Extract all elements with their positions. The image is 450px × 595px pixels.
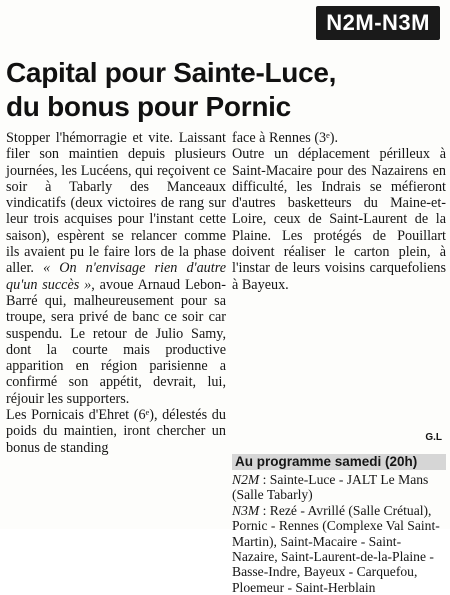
division-label: N2M [232, 472, 260, 487]
programme-n3m [232, 503, 446, 595]
article-quote: « On n'envisage rien d'autre qu'un succès » [6, 260, 226, 293]
fixtures-text: : Sainte-Luce - JALT Le Mans (Salle Tabarly) [232, 472, 429, 503]
article-text: Stopper l'hémorragie et vite. Laissant filer son maintien depuis plusieurs journées, les Lucéens, qui reçoivent ce soir à Tabarly des Manceaux vindicatifs (deux victoires de rang sur leur trois acquises pour l'instant cette saison), espèrent se relancer comme ils avaient pu le faire lors de la phase aller. [6, 130, 226, 277]
article-paragraph: face à Rennes (3ᵉ). [232, 130, 339, 146]
programme-n2m [232, 472, 446, 503]
division-label: N3M [232, 502, 260, 518]
author-signature: G.L [425, 432, 442, 443]
article-paragraph: Outre un déplacement périlleux à Saint-Macaire pour des Nazairens en difficulté, les Indrais se méfieront d'autres basketteurs du Maine-et-Loire, ceux de Saint-Laurent de la Plaine. Les protégés de Pouillart doivent réaliser le carton plein, à l'instar de leurs voisins carquefoliens à Bayeux. [232, 146, 446, 293]
headline-line-1: Capital pour Sainte-Luce, [6, 57, 337, 88]
programme-title: Au programme samedi (20h) [232, 454, 446, 470]
headline-line-2: du bonus pour Pornic [6, 91, 291, 122]
article-column-left [6, 130, 226, 456]
fixtures-text: : Rezé - Avrillé (Salle Crétual), Pornic - Rennes (Complexe Val Saint-Martin), Saint-Macaire - Saint-Nazaire, Saint-Laurent-de-la-Plaine - Basse-Indre, Bayeux - Carquefou, Ploemeur - Saint-Herblain [232, 502, 440, 595]
section-tag: N2M-N3M [316, 6, 440, 40]
programme-box [232, 454, 446, 595]
headline [6, 56, 446, 124]
article-paragraph: Les Pornicais d'Ehret (6ᵉ), délestés du poids du maintien, iront chercher un bonus de standing [6, 407, 226, 456]
article-column-right [232, 130, 446, 293]
article-text: , avoue Arnaud Lebon-Barré qui, malheureusement pour sa troupe, sera privé de banc ce soir car suspendu. Le retour de Julio Samy, dont la courte mais productive apparition en région parisienne a confirmé son appétit, devrait, lui, réjouir les supporters. [6, 276, 226, 407]
article-paragraph [6, 130, 226, 407]
